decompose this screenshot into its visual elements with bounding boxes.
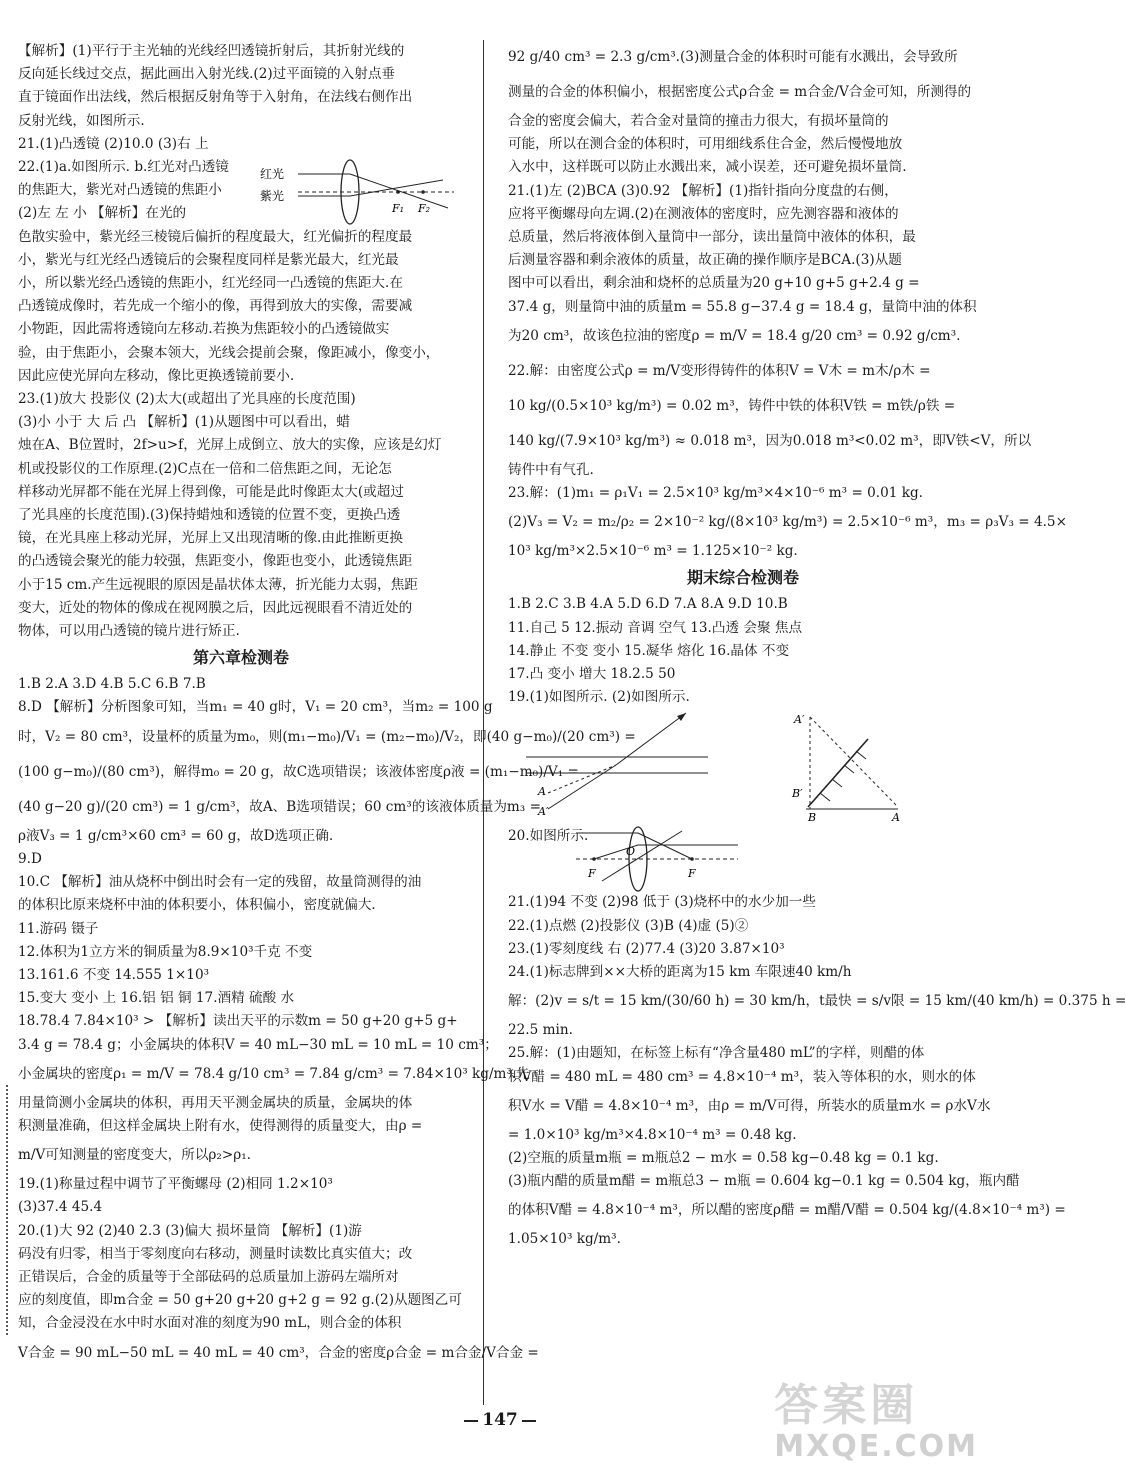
text-line: 20.(1)大 92 (2)40 2.3 (3)偏大 损坏量筒 【解析】(1)游 [18,1222,362,1239]
text-line: 的焦距大，紫光对凸透镜的焦距小 [18,182,222,199]
text-line: 物体，可以用凸透镜的镜片进行矫正. [18,623,240,640]
text-line: 14.静止 不变 变小 15.凝华 熔化 16.晶体 不变 [508,642,790,659]
text-line: 1.05×10³ kg/m³. [508,1231,621,1248]
purple-light-label: 紫光 [260,189,285,204]
text-line: 直于镜面作出法线，然后根据反射角等于入射角，在法线右侧作出 [18,89,413,106]
watermark-en: MXQE.COM [774,1429,978,1464]
text-line: 12.体积为1立方米的铜质量为8.9×10³千克 不变 [18,943,313,960]
watermark-cn: 答案圈 [774,1380,919,1431]
text-line: 20.如图所示. [508,828,589,845]
text-line: 码没有归零，相当于零刻度向右移动，测量时读数比真实值大；改 [18,1245,413,1262]
text-line: (2)V₃ = V₂ = m₂/ρ₂ = 2×10⁻² kg/(8×10³ kg/m³) = 2.5×10⁻⁶ m³，m₃ = ρ₃V₃ = 4.5× [508,514,1067,531]
text-line: 测量的合金的体积偏小，根据密度公式ρ合金 = m合金/V合金可知，所测得的 [508,84,972,100]
text-line: 8.D 【解析】分析图象可知，当m₁ = 40 g时，V₁ = 20 cm³，当m₂ = 100 g [18,699,493,716]
lens-dispersion-figure-row [18,156,464,226]
text-line: 22.解：由密度公式ρ = m/V变形得铸件的体积V = V木 = m木/ρ木 = [508,362,931,379]
focus-left-label: F [588,867,596,881]
text-line: 后测量容器和剩余液体的质量，故正确的操作顺序是BCA.(3)从题 [508,252,902,269]
text-line: 10³ kg/m³×2.5×10⁻⁶ m³ = 1.125×10⁻² kg. [508,543,798,560]
answers-block-a [18,40,464,643]
answers-block-e [508,891,1126,1251]
binding-dotted-line [6,1085,8,1335]
text-line: 样移动光屏都不能在光屏上得到像，可能是此时像距太大(或超过 [18,483,404,500]
column-divider [483,40,484,1405]
f2-label: F₂ [418,202,431,216]
text-line: (3)瓶内醋的质量m醋 = m瓶总3 − m瓶 = 0.604 kg−0.1 kg = 0.504 kg，瓶内醋 [508,1173,1020,1190]
text-line: 140 kg/(7.9×10³ kg/m³) ≈ 0.018 m³，因为0.018 m³<0.02 m³，即V铁<V，所以 [508,432,1032,449]
text-line: 21.(1)凸透镜 (2)10.0 (3)右 上 [18,135,209,152]
convex-lens-red-purple-diagram [258,156,458,226]
text-line: 色散实验中，紫光经三棱镜后偏折的程度最大，红光偏折的程度最 [18,228,413,245]
point-a-label: A [538,785,546,799]
text-line: ρ液V₃ = 1 g/cm³×60 cm³ = 60 g，故D选项正确. [18,827,334,844]
text-line: 22.5 min. [508,1022,573,1039]
text-line: 正错误后，合金的质量等于全部砝码的总质量加上游码左端所对 [18,1268,399,1285]
watermark-logo [774,1380,978,1464]
text-line: 小，紫光与红光经凸透镜后的会聚程度同样是紫光最大，红光最 [18,251,399,268]
text-line: 因此应使光屏向左移动，像比更换透镜前要小. [18,367,295,384]
text-line: 应的刻度值，即m合金 = 50 g+20 g+20 g+2 g = 92 g.(2)从题图乙可 [18,1292,462,1309]
text-line: 变大，近处的物体的像成在视网膜之后，因此远视眼看不清近处的 [18,599,413,616]
text-line: 37.4 g，则量筒中油的质量m = 55.8 g−37.4 g = 18.4 g，量筒中油的体积 [508,298,977,315]
text-line: (2)空瓶的质量m瓶 = m瓶总2 − m水 = 0.58 kg−0.48 kg = 0.1 kg. [508,1150,939,1167]
text-line: 22.(1)a.如图所示. b.红光对凸透镜 [18,159,229,176]
text-line: 18.78.4 7.84×10³ > 【解析】读出天平的示数m = 50 g+20 g+5 g+ [18,1013,458,1030]
chapter-six-title: 第六章检测卷 [192,648,289,668]
mirror-a-label: A [892,811,900,825]
text-line: 19.(1)称量过程中调节了平衡螺母 (2)相同 1.2×10³ [18,1176,333,1193]
text-line: 10 kg/(0.5×10³ kg/m³) = 0.02 m³，铸件中铁的体积V铁 = m铁/ρ铁 = [508,397,956,414]
text-line: 可能，所以在测合金的体积时，可用细线系住合金，然后慢慢地放 [508,136,903,153]
right-column [508,40,1126,1252]
text-line: 22.(1)点燃 (2)投影仪 (3)B (4)虚 (5)② [508,917,749,934]
text-line: m/V可知测量的密度变大，所以ρ₂>ρ₁. [18,1147,252,1164]
final-exam-title: 期末综合检测卷 [686,568,799,588]
text-line: 知，合金浸没在水中时水面对准的刻度为90 mL，则合金的体积 [18,1315,402,1332]
text-line: 小于15 cm.产生远视眼的原因是晶状体太薄，折光能力太弱，焦距 [18,576,418,593]
refraction-diagram [518,709,718,821]
text-line: 1.B 2.A 3.D 4.B 5.C 6.B 7.B [18,676,206,693]
text-line: 凸透镜成像时，若先成一个缩小的像，再得到放大的实像，需要减 [18,298,413,315]
text-line: 烛在A、B位置时，2f>u>f，光屏上成倒立、放大的实像，应该是幻灯 [18,437,442,454]
optical-center-label: O [626,845,636,859]
focus-right-label: F [688,867,696,881]
text-line: 13.161.6 不变 14.555 1×10³ [18,966,210,983]
text-line: 3.4 g = 78.4 g；小金属块的体积V = 40 mL−30 mL = 10 mL = 10 cm³； [18,1036,498,1053]
text-line: 15.变大 变小 上 16.铝 铝 铜 17.酒精 硫酸 水 [18,990,295,1007]
mirror-b-label: B [808,811,817,825]
mirror-b-prime-label: B′ [792,787,803,801]
text-line: 21.(1)左 (2)BCA (3)0.92 【解析】(1)指针指向分度盘的右侧， [508,182,898,199]
text-line: 的体积V醋 = 4.8×10⁻⁴ m³，所以醋的密度ρ醋 = m醋/V醋 = 0.504 kg/(4.8×10⁻⁴ m³) = [508,1202,1066,1219]
text-line: 17.凸 变小 增大 18.2.5 50 [508,666,676,683]
text-line: 为20 cm³，故该色拉油的密度ρ = m/V = 18.4 g/20 cm³ = 0.92 g/cm³. [508,327,961,344]
f1-label: F₁ [392,202,405,216]
text-line: 9.D [18,850,42,867]
text-line: 总质量，然后将液体倒入量筒中一部分，读出量筒中液体的体积，最 [508,229,916,246]
text-line: 解：(2)v = s/t = 15 km/(30/60 h) = 30 km/h，t最快 = s/v限 = 15 km/(40 km/h) = 0.375 h = [508,993,1126,1010]
text-line: 积V水 = V醋 = 4.8×10⁻⁴ m³，由ρ = m/V可得，所装水的质量m水 = ρ水V水 [508,1097,991,1114]
text-line: 应将平衡螺母向左调.(2)在测液体的密度时，应先测容器和液体的 [508,205,899,222]
text-line: 合金的密度会偏大，若合金对量筒的撞击力很大，有损坏量筒的 [508,113,889,129]
text-line: (3)小 小于 大 后 凸 【解析】(1)从题图中可以看出，蜡 [18,414,350,431]
text-line: 反向延长线过交点，据此画出入射光线.(2)过平面镜的入射点垂 [18,66,396,83]
text-line: 1.B 2.C 3.B 4.A 5.D 6.D 7.A 8.A 9.D 10.B [508,596,788,613]
text-line: 23.(1)放大 投影仪 (2)太大(或超出了光具座的长度范围) [18,391,356,408]
text-line: 【解析】(1)平行于主光轴的光线经凹透镜折射后，其折射光线的 [18,43,405,59]
text-line: 图中可以看出，剩余油和烧杯的总质量为20 g+10 g+5 g+2.4 g = [508,275,920,292]
text-line: 积测量准确，但这样金属块上附有水，使得测得的质量变大，由ρ = [18,1117,423,1134]
text-line: 小，所以紫光经凸透镜的焦距小，红光经同一凸透镜的焦距大.在 [18,275,403,292]
text-line: 11.自己 5 12.振动 音调 空气 13.凸透 会聚 焦点 [508,619,803,636]
mirror-a-prime-label: A′ [794,713,805,727]
answers-block-d [508,593,978,709]
text-line: 机或投影仪的工作原理.(2)C点在一倍和二倍焦距之间，无论怎 [18,460,392,477]
question-19-figures [508,709,978,825]
text-line: 11.游码 镊子 [18,920,99,937]
text-line: 积V醋 = 480 mL = 480 cm³ = 4.8×10⁻⁴ m³，装入等体积的水，则水的体 [508,1068,976,1085]
question-20-row [508,821,978,891]
text-line: 10.C 【解析】油从烧杯中倒出时会有一定的残留，故量筒测得的油 [18,874,422,891]
text-line: 19.(1)如图所示. (2)如图所示. [508,689,690,706]
plane-mirror-diagram [778,709,918,825]
text-line: 用量筒测小金属块的体积，再用天平测金属块的质量，金属块的体 [18,1094,413,1111]
text-line: 23.解：(1)m₁ = ρ₁V₁ = 2.5×10³ kg/m³×4×10⁻⁶ m³ = 0.01 kg. [508,485,924,502]
point-a-prime-label: A′ [538,805,549,819]
text-line: 21.(1)94 不变 (2)98 低于 (3)烧杯中的水少加一些 [508,894,816,911]
text-line: (3)37.4 45.4 [18,1199,103,1216]
page-number: 147 [0,1410,1000,1430]
text-line: 镜，在光具座上移动光屏，光屏上又出现清晰的像.由此推断更换 [18,530,403,547]
text-line: 铸件中有气孔. [508,461,594,478]
red-light-label: 红光 [260,167,285,182]
text-line: 的凸透镜会聚光的能力较强，焦距变小，像距也变小，此透镜焦距 [18,553,413,570]
text-line: = 1.0×10³ kg/m³×4.8×10⁻⁴ m³ = 0.48 kg. [508,1126,797,1143]
text-line: 小金属块的密度ρ₁ = m/V = 78.4 g/10 cm³ = 7.84 g/cm³ = 7.84×10³ kg/m³.先 [18,1065,530,1082]
text-line: 反射光线，如图所示. [18,112,145,129]
text-line: 24.(1)标志牌到××大桥的距离为15 km 车限速40 km/h [508,964,852,981]
text-line: 的体积比原来烧杯中油的体积要小，体积偏小，密度就偏大. [18,897,376,914]
text-line: 小物距，因此需将透镜向左移动.若换为焦距较小的凸透镜做实 [18,321,390,338]
text-line: V合金 = 90 mL−50 mL = 40 mL = 40 cm³，合金的密度ρ合金 = m合金/V合金 = [18,1344,539,1361]
text-line: 了光具座的长度范围).(3)保持蜡烛和透镜的位置不变，更换凸透 [18,507,401,524]
text-line: 25.解：(1)由题知，在标签上标有“净含量480 mL”的字样，则醋的体 [508,1045,925,1062]
text-line: (100 g−m₀)/(80 cm³)，解得m₀ = 20 g，故C选项错误；该液体密度ρ液 = (m₁−m₀)/V₁ = [18,763,579,780]
text-line: 入水中，这样既可以防止水溅出来，减小误差，还可避免损坏量筒. [508,159,907,176]
text-line: (2)左 左 小 【解析】在光的 [18,205,187,222]
text-line: (40 g−20 g)/(20 cm³) = 1 g/cm³，故A、B选项错误；60 cm³的该液体质量为m₃ = [18,798,541,815]
answers-block-c [508,40,1067,563]
text-line: 时，V₂ = 80 cm³，设量杯的质量为m₀，则(m₁−m₀)/V₁ = (m₂−m₀)/V₂，即(40 g−m₀)/(20 cm³) = [18,728,636,745]
convex-lens-optical-diagram [572,821,742,891]
text-line: 23.(1)零刻度线 右 (2)77.4 (3)20 3.87×10³ [508,940,785,957]
text-line: 验，由于焦距小，会聚本领大，光线会提前会聚，像距减小，像变小， [18,344,440,361]
text-line: 92 g/40 cm³ = 2.3 g/cm³.(3)测量合金的体积时可能有水溅出，会导致所 [508,49,958,65]
